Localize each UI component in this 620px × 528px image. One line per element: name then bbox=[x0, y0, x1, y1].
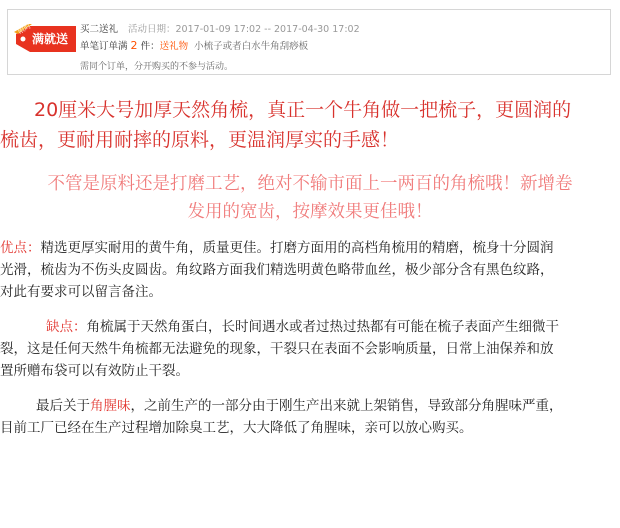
promo-title-row bbox=[80, 21, 360, 35]
promo-note: 需同个订单，分开购买的不参与活动。 bbox=[80, 62, 234, 72]
subhead-line-2: 发用的宽齿，按摩效果更佳哦！ bbox=[187, 202, 433, 222]
promo-title: 买二送礼 bbox=[80, 24, 119, 35]
promo-box bbox=[7, 9, 611, 75]
pros-line-3: 对此有要求可以留言备注。 bbox=[0, 284, 162, 300]
pros-text-1: 精选更厚实耐用的黄牛角，质量更佳。打磨方面用的高档角梳用的精磨，梳身十分圆润 bbox=[40, 240, 554, 256]
cons-line-2: 裂，这是任何天然牛角梳都无法避免的现象，干裂只在表面不会影响质量，日常上油保养和放 bbox=[0, 341, 554, 357]
condition-suffix: 件： bbox=[140, 41, 160, 52]
pros-line-1 bbox=[0, 237, 620, 259]
badge-text: 满就送 bbox=[32, 32, 69, 46]
promo-condition-row bbox=[80, 38, 308, 52]
smell-paragraph bbox=[0, 395, 620, 439]
cons-line-1 bbox=[0, 316, 620, 338]
promo-date-range: 活动日期：2017-01-09 17:02 -- 2017-04-30 17:02 bbox=[128, 24, 360, 35]
smell-prefix: 最后关于 bbox=[36, 398, 90, 414]
condition-count: 2 bbox=[130, 39, 138, 52]
headline bbox=[0, 95, 620, 155]
subhead bbox=[0, 170, 620, 226]
smell-highlight: 角腥味 bbox=[90, 398, 131, 414]
gift-description: 小梳子或者白水牛角刮痧板 bbox=[194, 41, 309, 52]
pros-paragraph bbox=[0, 237, 620, 303]
headline-line-2: 梳齿，更耐用耐摔的原料，更温润厚实的手感！ bbox=[0, 129, 400, 151]
badge-tag-text: 限时 bbox=[16, 21, 33, 36]
condition-prefix: 单笔订单满 bbox=[80, 41, 128, 52]
gift-link[interactable]: 送礼物 bbox=[159, 41, 189, 52]
smell-text-1: ，之前生产的一部分由于刚生产出来就上架销售，导致部分角腥味严重， bbox=[130, 398, 563, 414]
smell-line-2: 目前工厂已经在生产过程增加除臭工艺，大大降低了角腥味，亲可以放心购买。 bbox=[0, 420, 473, 436]
cons-line-3: 置所赠布袋可以有效防止干裂。 bbox=[0, 363, 189, 379]
pros-line-2: 光滑，梳齿为不伤头皮圆齿。角纹路方面我们精选明黄色略带血丝，极少部分含有黑色纹路， bbox=[0, 262, 554, 278]
cons-paragraph bbox=[0, 316, 620, 382]
headline-line-1: 20厘米大号加厚天然角梳，真正一个牛角做一把梳子，更圆润的 bbox=[34, 99, 572, 121]
subhead-line-1: 不管是原料还是打磨工艺，绝对不输市面上一两百的角梳哦！新增卷 bbox=[47, 174, 573, 194]
cons-text-1: 角梳属于天然角蛋白，长时间遇水或者过热过热都有可能在梳子表面产生细微干 bbox=[86, 319, 559, 335]
pros-label: 优点： bbox=[0, 240, 41, 256]
cons-label: 缺点： bbox=[46, 319, 87, 335]
promo-badge bbox=[14, 22, 80, 56]
smell-line-1 bbox=[0, 395, 620, 417]
